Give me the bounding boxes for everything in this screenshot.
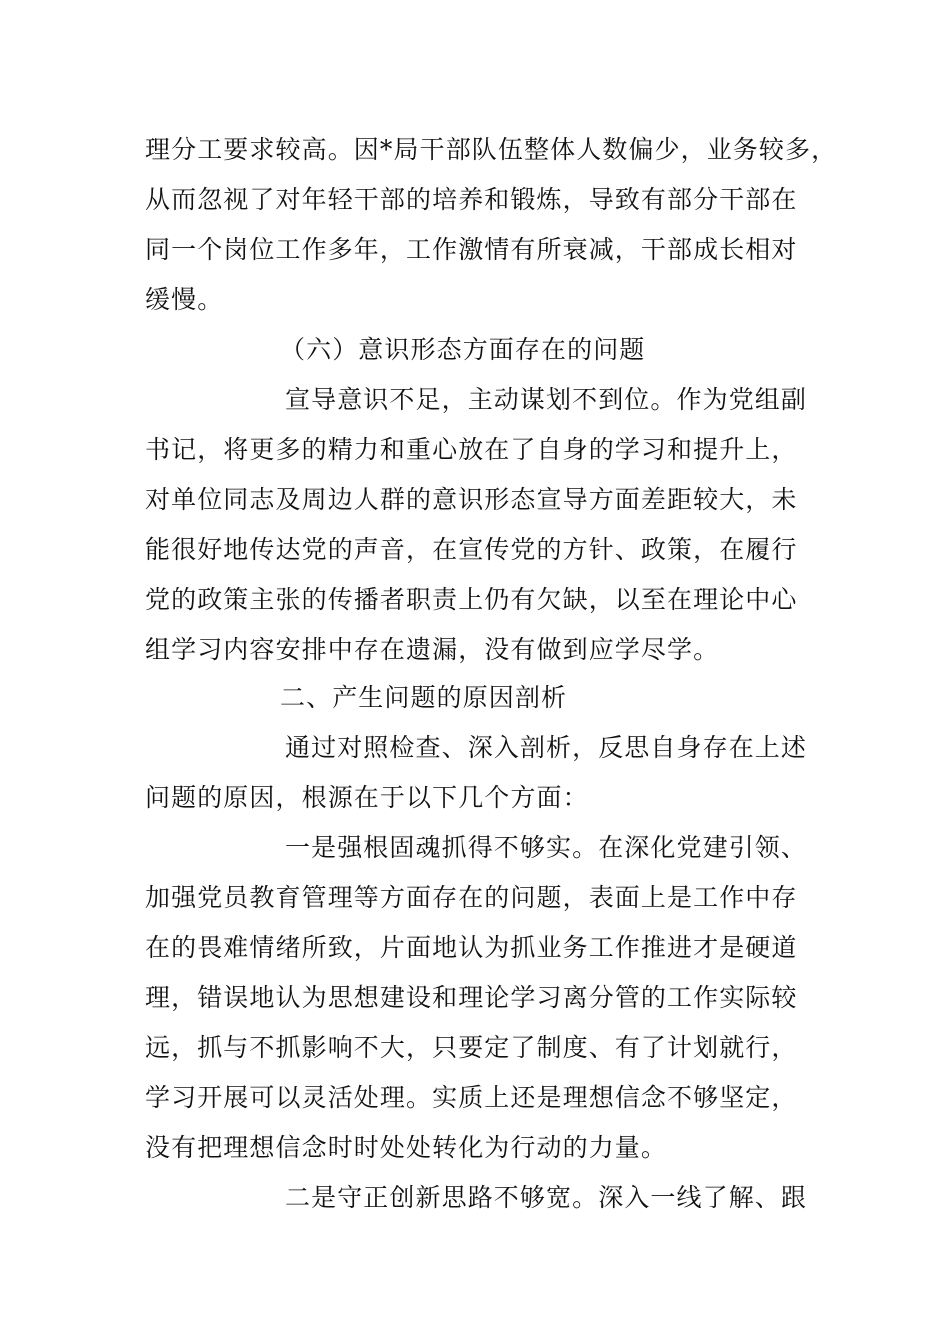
- paragraph-line: 理，错误地认为思想建设和理论学习离分管的工作实际较: [145, 983, 798, 1012]
- section-heading: 二、产生问题的原因剖析: [280, 683, 568, 712]
- paragraph-line: 远，抓与不抓影响不大，只要定了制度、有了计划就行，: [145, 1033, 798, 1062]
- paragraph-line: 通过对照检查、深入剖析，反思自身存在上述: [285, 733, 808, 762]
- paragraph-line: 学习开展可以灵活处理。实质上还是理想信念不够坚定，: [145, 1083, 798, 1112]
- paragraph-line: 没有把理想信念时时处处转化为行动的力量。: [145, 1133, 668, 1162]
- paragraph-line: 能很好地传达党的声音，在宣传党的方针、政策，在履行: [145, 535, 798, 564]
- section-heading: （六）意识形态方面存在的问题: [280, 335, 646, 364]
- paragraph-line: 缓慢。: [145, 285, 224, 314]
- paragraph-line: 从而忽视了对年轻干部的培养和锻炼，导致有部分干部在: [145, 185, 798, 214]
- paragraph-line: 书记，将更多的精力和重心放在了自身的学习和提升上，: [145, 435, 798, 464]
- paragraph-line: 一是强根固魂抓得不够实。在深化党建引领、: [285, 833, 808, 862]
- paragraph-line: 在的畏难情绪所致，片面地认为抓业务工作推进才是硬道: [145, 933, 798, 962]
- paragraph-line: 加强党员教育管理等方面存在的问题，表面上是工作中存: [145, 883, 798, 912]
- paragraph-line: 理分工要求较高。因*局干部队伍整体人数偏少，业务较多，: [145, 135, 838, 164]
- paragraph-line: 对单位同志及周边人群的意识形态宣导方面差距较大，未: [145, 485, 798, 514]
- paragraph-line: 问题的原因，根源在于以下几个方面：: [145, 783, 589, 812]
- paragraph-line: 组学习内容安排中存在遗漏，没有做到应学尽学。: [145, 635, 720, 664]
- paragraph-line: 二是守正创新思路不够宽。深入一线了解、跟: [285, 1183, 808, 1212]
- paragraph-line: 宣导意识不足，主动谋划不到位。作为党组副: [285, 385, 808, 414]
- paragraph-line: 同一个岗位工作多年，工作激情有所衰减，干部成长相对: [145, 235, 798, 264]
- paragraph-line: 党的政策主张的传播者职责上仍有欠缺，以至在理论中心: [145, 585, 798, 614]
